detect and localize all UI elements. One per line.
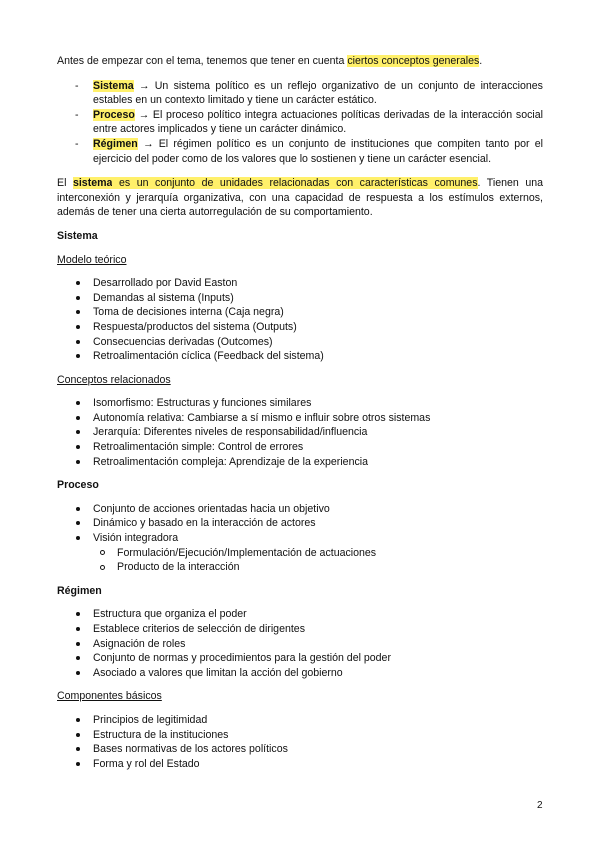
list-item: Demandas al sistema (Inputs) <box>57 291 543 306</box>
bullet-icon <box>76 354 80 358</box>
arrow-icon: → <box>138 108 150 121</box>
bullet-icon <box>76 460 80 464</box>
list-item: Conjunto de acciones orientadas hacia un objetivo <box>57 502 543 517</box>
list-item: Jerarquía: Diferentes niveles de responsabilidad/influencia <box>57 425 543 440</box>
concept-text: El proceso político integra actuaciones políticas derivadas de la interacción social entre actores implicados y tiene un carácter dinámico. <box>93 108 543 136</box>
intro-highlight: ciertos conceptos generales <box>347 55 480 67</box>
bullet-icon <box>76 642 80 646</box>
list-item: Principios de legitimidad <box>57 713 543 728</box>
list-item: Conjunto de normas y procedimientos para la gestión del poder <box>57 651 543 666</box>
bullet-icon <box>76 281 80 285</box>
bullet-icon <box>76 612 80 616</box>
list-item: Asociado a valores que limitan la acción del gobierno <box>57 666 543 681</box>
subheading-componentes-basicos: Componentes básicos <box>57 690 162 703</box>
bullet-icon <box>76 310 80 314</box>
concepts-list <box>57 79 543 167</box>
modelo-list <box>57 276 543 364</box>
list-item: Retroalimentación cíclica (Feedback del sistema) <box>57 349 543 364</box>
bullet-icon <box>76 340 80 344</box>
proceso-sublist <box>57 546 543 575</box>
bullet-icon <box>76 733 80 737</box>
concept-item <box>57 108 543 137</box>
bullet-icon <box>76 401 80 405</box>
hollow-bullet-icon <box>100 550 105 555</box>
page-number: 2 <box>537 800 543 811</box>
sublist-item: Producto de la interacción <box>57 560 543 575</box>
list-item: Estructura de la instituciones <box>57 728 543 743</box>
sublist-item: Formulación/Ejecución/Implementación de actuaciones <box>57 546 543 561</box>
conceptos-list <box>57 396 543 469</box>
bullet-icon <box>76 430 80 434</box>
document-page <box>57 54 543 780</box>
definition-pre: El <box>57 177 73 190</box>
definition-highlight: es un conjunto de unidades relacionadas con características comunes <box>112 177 478 190</box>
bullet-icon <box>76 536 80 540</box>
list-item: Dinámico y basado en la interacción de actores <box>57 516 543 531</box>
section-heading-proceso: Proceso <box>57 479 99 492</box>
intro-text: Antes de empezar con el tema, tenemos que tener en cuenta <box>57 55 348 67</box>
list-item: Autonomía relativa: Cambiarse a sí mismo e influir sobre otros sistemas <box>57 411 543 426</box>
bullet-icon <box>76 671 80 675</box>
componentes-list <box>57 713 543 771</box>
list-item: Consecuencias derivadas (Outcomes) <box>57 335 543 350</box>
list-item: Estructura que organiza el poder <box>57 607 543 622</box>
list-item: Asignación de roles <box>57 637 543 652</box>
proceso-list <box>57 502 543 575</box>
list-item: Forma y rol del Estado <box>57 757 543 772</box>
bullet-icon <box>76 521 80 525</box>
list-item: Retroalimentación compleja: Aprendizaje de la experiencia <box>57 455 543 470</box>
concept-term: Sistema <box>93 79 134 92</box>
definition-paragraph <box>57 176 543 220</box>
bullet-icon <box>76 296 80 300</box>
dash-marker: - <box>75 137 79 150</box>
list-item: Establece criterios de selección de dirigentes <box>57 622 543 637</box>
bullet-icon <box>76 416 80 420</box>
concept-term: Proceso <box>93 108 135 121</box>
section-heading-regimen: Régimen <box>57 584 102 597</box>
hollow-bullet-icon <box>100 565 105 570</box>
concept-item <box>57 137 543 166</box>
intro-paragraph <box>57 54 543 69</box>
bullet-icon <box>76 325 80 329</box>
bullet-icon <box>76 656 80 660</box>
subheading-modelo-teorico: Modelo teórico <box>57 253 127 266</box>
concept-term: Régimen <box>93 137 138 150</box>
list-item: Bases normativas de los actores políticos <box>57 742 543 757</box>
definition-rest: . Tienen una interconexión y jerarquía organizativa, con una capacidad de respuesta a los estímulos externos, además de tener una cierta autorregulación de su comportamiento. <box>57 177 543 219</box>
list-item: Isomorfismo: Estructuras y funciones similares <box>57 396 543 411</box>
bullet-icon <box>76 762 80 766</box>
list-item: Visión integradora Formulación/Ejecución/Implementación de actuaciones Producto de la interacción <box>57 531 543 575</box>
list-item: Desarrollado por David Easton <box>57 276 543 291</box>
dash-marker: - <box>75 108 79 121</box>
intro-end: . <box>479 55 483 67</box>
list-item: Retroalimentación simple: Control de errores <box>57 440 543 455</box>
bullet-icon <box>76 718 80 722</box>
section-heading-sistema: Sistema <box>57 229 98 242</box>
concept-text: Un sistema político es un reflejo organizativo de un conjunto de interacciones estables en un contexto limitado y tiene un carácter estático. <box>93 79 543 107</box>
subheading-conceptos-relacionados: Conceptos relacionados <box>57 373 171 386</box>
bullet-icon <box>76 445 80 449</box>
bullet-icon <box>76 747 80 751</box>
arrow-icon: → <box>142 137 154 150</box>
bullet-icon <box>76 627 80 631</box>
dash-marker: - <box>75 79 79 92</box>
arrow-icon: → <box>138 79 150 92</box>
bullet-icon <box>76 507 80 511</box>
list-item: Respuesta/productos del sistema (Outputs) <box>57 320 543 335</box>
concept-item <box>57 79 543 108</box>
regimen-list <box>57 607 543 680</box>
definition-term: sistema <box>72 177 113 190</box>
concept-text: El régimen político es un conjunto de instituciones que compiten tanto por el ejercicio del poder como de los valores que lo sostienen y tiene un carácter esencial. <box>93 137 543 165</box>
list-item: Toma de decisiones interna (Caja negra) <box>57 305 543 320</box>
